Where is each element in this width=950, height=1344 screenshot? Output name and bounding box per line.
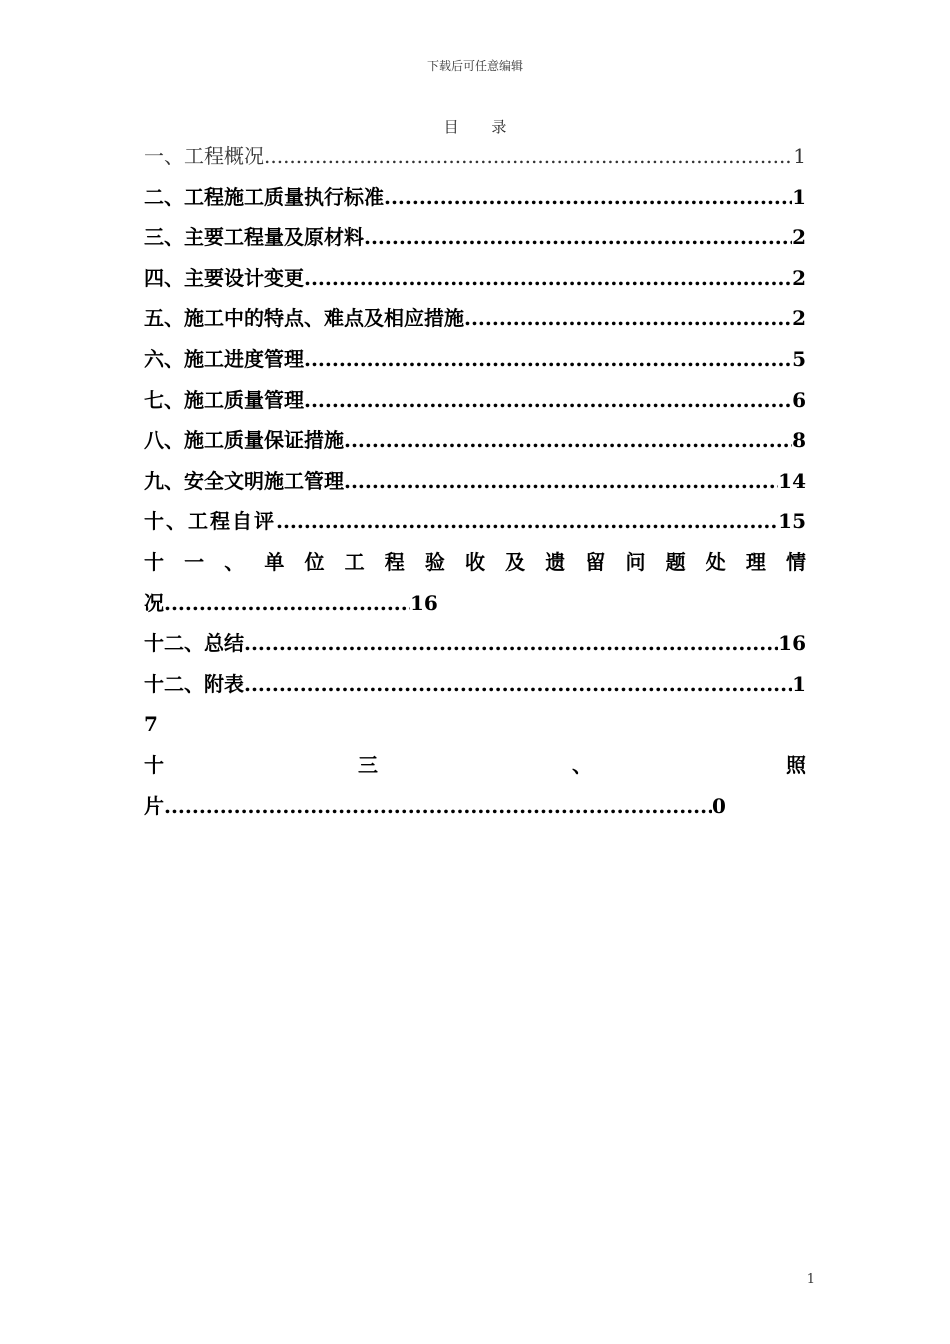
toc-leader-dots [276, 501, 778, 542]
toc-leader-dots [304, 380, 792, 421]
page-header: 下载后可任意编辑 [426, 59, 523, 73]
toc-entry-label: 三、主要工程量及原材料 [144, 225, 364, 250]
toc-entry-label: 一、工程概况 [144, 144, 264, 168]
toc-char: 情 [786, 549, 806, 574]
toc-entry-page: 0 [712, 793, 726, 818]
toc-leader-dots [364, 217, 792, 258]
toc-entry-13-line2[interactable] [144, 786, 806, 827]
toc-char: 留 [585, 549, 606, 574]
toc-char: 程 [384, 549, 405, 574]
toc-leader-dots [164, 786, 712, 827]
toc-char: 照 [786, 752, 806, 777]
toc-entry-label: 八、施工质量保证措施 [144, 428, 344, 453]
toc-entry[interactable] [144, 177, 806, 218]
toc-leader-dots [164, 583, 410, 624]
toc-char: 收 [465, 549, 485, 574]
toc-entry-label: 九、安全文明施工管理 [144, 468, 344, 493]
toc-title: 目 录 [443, 118, 521, 136]
toc-entry-label: 四、主要设计变更 [144, 265, 304, 290]
toc-entry[interactable] [144, 136, 806, 177]
toc-entry[interactable] [144, 623, 806, 664]
toc-char: 验 [424, 549, 445, 574]
toc-entry[interactable] [144, 298, 806, 339]
toc-leader-dots [244, 623, 778, 664]
toc-entry-page: 2 [792, 265, 806, 290]
toc-entry[interactable] [144, 217, 806, 258]
toc-char: 位 [304, 549, 325, 574]
toc-leader-dots [384, 177, 792, 218]
toc-char: 题 [665, 549, 686, 574]
page-number: 1 [806, 1272, 815, 1287]
toc-entry-page: 1 [792, 671, 806, 696]
toc-char: 工 [344, 549, 365, 574]
toc-entry[interactable] [144, 501, 806, 542]
toc-entry-page: 8 [792, 428, 806, 453]
toc-entry-page: 2 [792, 306, 806, 331]
toc-char: 遗 [545, 549, 566, 574]
toc-entry[interactable] [144, 461, 806, 502]
toc-entry[interactable] [144, 420, 806, 461]
toc-entry-page-wrap [144, 704, 806, 745]
toc-char: 理 [745, 549, 766, 574]
toc-entry[interactable] [144, 339, 806, 380]
toc-entry-label: 六、施工进度管理 [144, 346, 304, 371]
toc-char: 、 [572, 752, 592, 777]
toc-entry[interactable] [144, 258, 806, 299]
toc-leader-dots [344, 420, 792, 461]
toc-entry-page: 1 [792, 184, 806, 209]
toc-entry-page: 16 [410, 590, 438, 615]
toc-char: 单 [264, 549, 285, 574]
toc-leader-dots [344, 461, 778, 502]
table-of-contents [144, 136, 806, 826]
toc-entry-label: 十二、总结 [144, 631, 244, 656]
toc-leader-dots [244, 664, 792, 705]
toc-entry[interactable] [144, 664, 806, 705]
toc-entry-label: 五、施工中的特点、难点及相应措施 [144, 306, 464, 331]
toc-char: 、 [224, 549, 245, 574]
toc-entry-page: 16 [778, 631, 806, 656]
toc-entry-page: 14 [778, 468, 806, 493]
toc-entry-page: 6 [792, 387, 806, 412]
toc-leader-dots [264, 136, 793, 177]
toc-char: 问 [625, 549, 646, 574]
toc-entry-11-line2[interactable] [144, 583, 806, 624]
toc-entry-page: 1 [793, 144, 806, 168]
toc-entry-page: 5 [792, 346, 806, 371]
toc-entry-13-line1[interactable] [144, 745, 806, 786]
toc-entry-page: 7 [144, 712, 158, 737]
toc-entry-page: 15 [778, 509, 806, 534]
toc-char: 处 [705, 549, 726, 574]
toc-entry-page: 2 [792, 225, 806, 250]
toc-entry[interactable] [144, 380, 806, 421]
toc-entry-label: 十、工程自评 [144, 509, 276, 534]
toc-leader-dots [304, 339, 792, 380]
toc-char: 三 [358, 752, 378, 777]
toc-char: 及 [505, 549, 526, 574]
toc-entry-label: 七、施工质量管理 [144, 387, 304, 412]
toc-entry-label: 二、工程施工质量执行标准 [144, 184, 384, 209]
toc-entry-label: 十二、附表 [144, 671, 244, 696]
toc-leader-dots [304, 258, 792, 299]
toc-entry-label: 片 [144, 793, 164, 818]
toc-entry-11-line1[interactable] [144, 542, 806, 583]
toc-char: 十 [144, 549, 164, 574]
toc-leader-dots [464, 298, 792, 339]
toc-char: 一 [184, 549, 205, 574]
toc-entry-label: 况 [144, 590, 164, 615]
toc-char: 十 [144, 752, 164, 777]
